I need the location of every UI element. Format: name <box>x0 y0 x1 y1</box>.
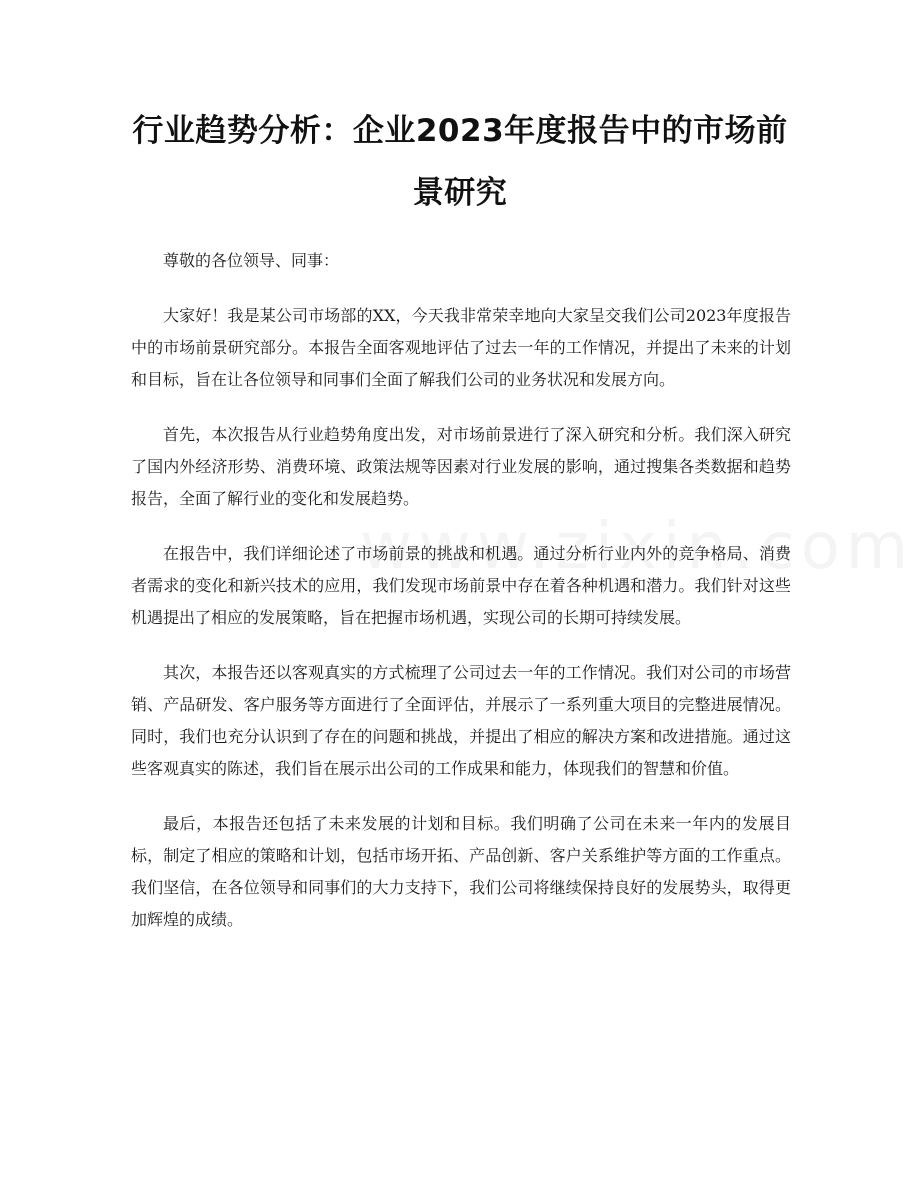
page-title: 行业趋势分析：企业2023年度报告中的市场前景研究 <box>132 113 788 211</box>
industry-trend-paragraph: 首先，本次报告从行业趋势角度出发，对市场前景进行了深入研究和分析。我们深入研究了国内外经济形势、消费环境、政策法规等因素对行业发展的影响，通过搜集各类数据和趋势报告，全面了解行业的变化和发展趋势。 <box>131 425 791 508</box>
salutation-paragraph: 尊敬的各位领导、同事： <box>163 251 340 270</box>
future-plan-paragraph: 最后，本报告还包括了未来发展的计划和目标。我们明确了公司在未来一年内的发展目标，制定了相应的策略和计划，包括市场开拓、产品创新、客户关系维护等方面的工作重点。我们坚信，在各位领导和同事们的大力支持下，我们公司将继续保持良好的发展势头，取得更加辉煌的成绩。 <box>131 814 791 929</box>
intro-paragraph: 大家好！我是某公司市场部的XX，今天我非常荣幸地向大家呈交我们公司2023年度报告中的市场前景研究部分。本报告全面客观地评估了过去一年的工作情况，并提出了未来的计划和目标，旨在让各位领导和同事们全面了解我们公司的业务状况和发展方向。 <box>131 306 791 389</box>
document-body <box>131 245 791 959</box>
work-review-paragraph: 其次，本报告还以客观真实的方式梳理了公司过去一年的工作情况。我们对公司的市场营销、产品研发、客户服务等方面进行了全面评估，并展示了一系列重大项目的完整进展情况。同时，我们也充分认识到了存在的问题和挑战，并提出了相应的解决方案和改进措施。通过这些客观真实的陈述，我们旨在展示出公司的工作成果和能力，体现我们的智慧和价值。 <box>131 663 791 778</box>
challenges-opportunities-paragraph: 在报告中，我们详细论述了市场前景的挑战和机遇。通过分析行业内外的竞争格局、消费者需求的变化和新兴技术的应用，我们发现市场前景中存在着各种机遇和潜力。我们针对这些机遇提出了相应的发展策略，旨在把握市场机遇，实现公司的长期可持续发展。 <box>131 544 791 627</box>
